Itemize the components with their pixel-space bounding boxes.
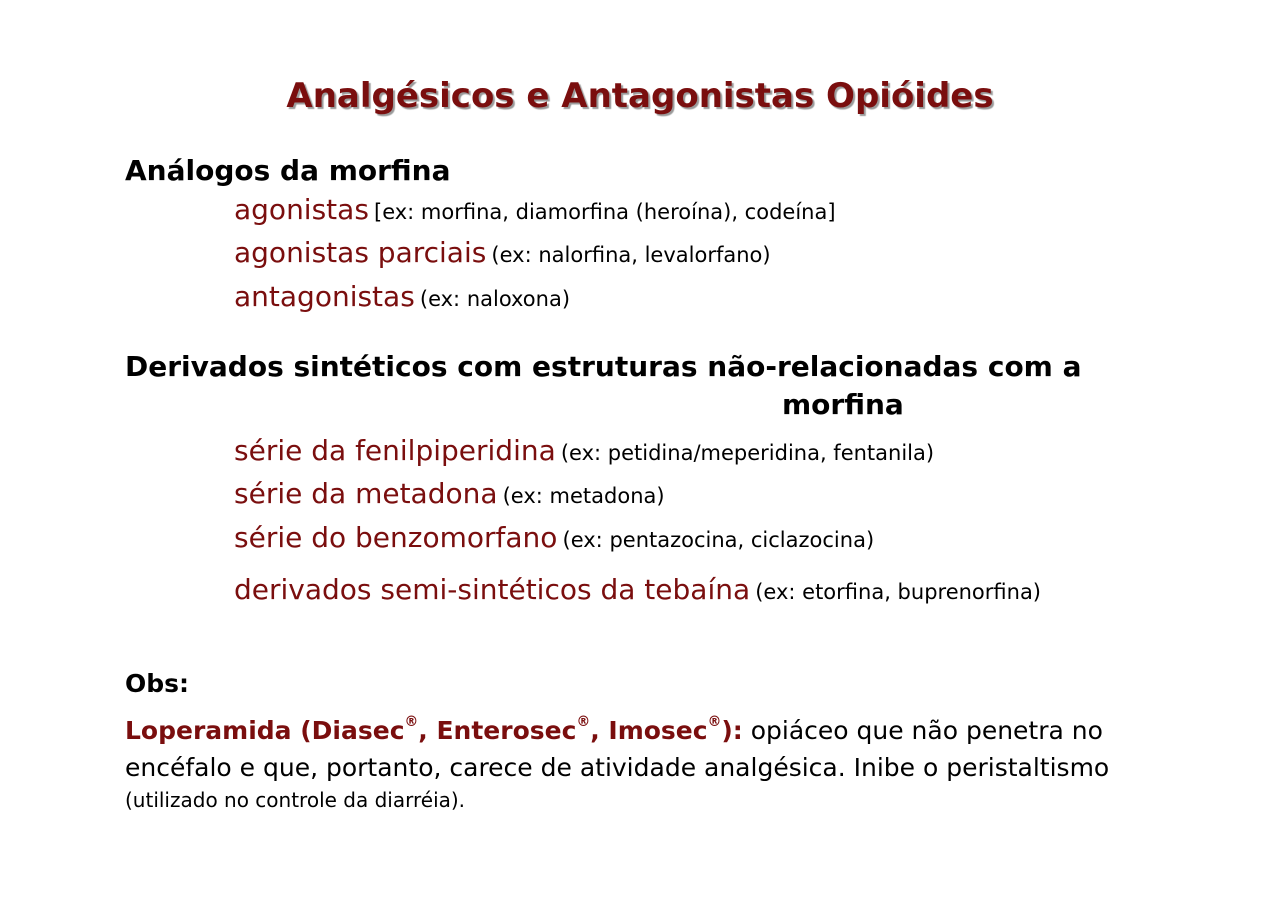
- item-example: [ex: morfina, diamorfina (heroína), codeína]: [374, 200, 836, 224]
- item-example: (ex: metadona): [502, 484, 665, 508]
- item-example: (ex: petidina/meperidina, fentanila): [560, 441, 935, 465]
- item-label: derivados semi-sintéticos da tebaína: [234, 573, 751, 606]
- item-label: série da fenilpiperidina: [234, 434, 556, 467]
- list-item: [234, 193, 836, 226]
- list-item: [234, 521, 874, 554]
- item-label: agonistas parciais: [234, 236, 487, 269]
- list-item: [234, 477, 665, 510]
- obs-line-3: (utilizado no controle da diarréia).: [125, 788, 466, 812]
- item-label: série do benzomorfano: [234, 521, 558, 554]
- section-heading-morphine-analogs: Análogos da morfina: [125, 154, 451, 187]
- obs-text: opiáceo que não penetra no: [742, 716, 1103, 745]
- list-item: [234, 573, 1041, 606]
- item-label: série da metadona: [234, 477, 498, 510]
- item-example: (ex: naloxona): [419, 287, 571, 311]
- obs-line-2: encéfalo e que, portanto, carece de atividade analgésica. Inibe o peristaltismo: [125, 753, 1110, 782]
- item-label: antagonistas: [234, 280, 415, 313]
- section-heading-synthetic-derivatives: Derivados sintéticos com estruturas não-relacionadas com a: [125, 350, 1082, 383]
- list-item: [234, 236, 771, 269]
- item-example: (ex: nalorfina, levalorfano): [491, 243, 771, 267]
- list-item: [234, 280, 570, 313]
- drug-name: Loperamida (Diasec®, Enterosec®, Imosec®):: [125, 714, 743, 745]
- item-example: (ex: etorfina, buprenorfina): [755, 580, 1042, 604]
- item-label: agonistas: [234, 193, 369, 226]
- obs-label: Obs:: [125, 669, 190, 698]
- page-title: Analgésicos e Antagonistas Opióides: [286, 76, 994, 116]
- list-item: [234, 434, 934, 467]
- item-example: (ex: pentazocina, ciclazocina): [562, 528, 875, 552]
- obs-line-1: [125, 716, 1103, 745]
- section-heading-synthetic-derivatives-line2: morfina: [782, 388, 904, 421]
